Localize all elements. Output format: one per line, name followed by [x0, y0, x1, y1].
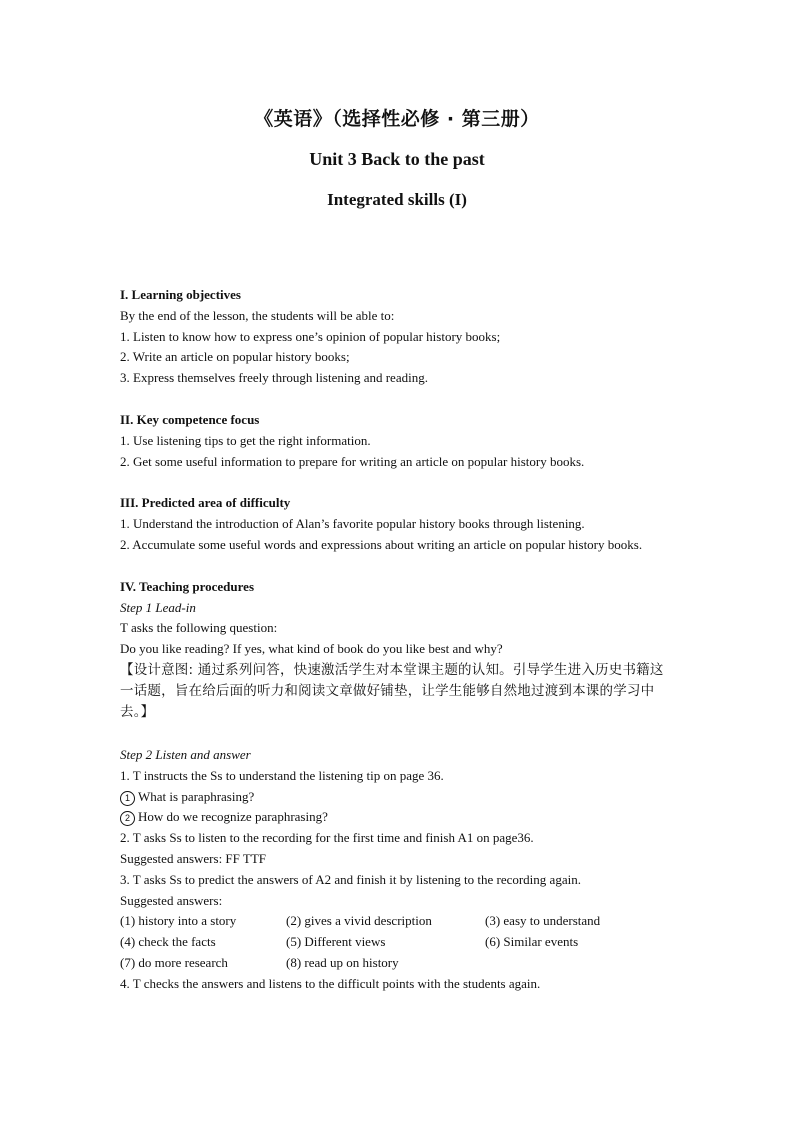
competence-item: 1. Use listening tips to get the right information. [120, 432, 371, 448]
answer-cell: (4) check the facts [120, 934, 216, 950]
section-heading-competence: II. Key competence focus [120, 411, 260, 427]
step-2-item: 1. T instructs the Ss to understand the listening tip on page 36. [120, 767, 444, 783]
difficulty-item: 2. Accumulate some useful words and expressions about writing an article on popular history books. [120, 536, 643, 552]
step-2-question-2 [120, 807, 675, 828]
document-body [120, 285, 675, 995]
section-heading-procedures: IV. Teaching procedures [120, 578, 255, 594]
suggested-answers-label: Suggested answers: [120, 892, 223, 908]
step-1-question: Do you like reading? If yes, what kind of book do you like best and why? [120, 641, 503, 657]
suggested-answers: Suggested answers: FF TTF [120, 850, 267, 866]
difficulty-item: 1. Understand the introduction of Alan’s favorite popular history books through listening. [120, 516, 585, 532]
step-2-question-1 [120, 787, 675, 808]
objective-item: 2. Write an article on popular history books; [120, 349, 350, 365]
answer-cell: (6) Similar events [485, 934, 579, 950]
competence-item: 2. Get some useful information to prepare for writing an article on popular history books. [120, 453, 585, 469]
step-2-item: 3. T asks Ss to predict the answers of A2 and finish it by listening to the recording again. [120, 871, 581, 887]
answer-cell: (2) gives a vivid description [286, 913, 432, 929]
unit-title: Unit 3 Back to the past [309, 149, 485, 169]
step-1-title: Step 1 Lead-in [120, 599, 196, 615]
circled-number-icon: 2 [120, 811, 135, 826]
step-1-line: T asks the following question: [120, 620, 278, 636]
step-2-title: Step 2 Listen and answer [120, 746, 251, 762]
section-heading-objectives: I. Learning objectives [120, 287, 241, 302]
section-heading-difficulty: III. Predicted area of difficulty [120, 495, 291, 511]
objective-item: 3. Express themselves freely through listening and reading. [120, 370, 428, 386]
circled-number-icon: 1 [120, 791, 135, 806]
answer-cell: (1) history into a story [120, 913, 237, 929]
textbook-title: 《英语》（选择性必修 · 第三册） [254, 108, 540, 130]
answer-cell: (7) do more research [120, 954, 228, 970]
question-text: What is paraphrasing? [138, 788, 255, 804]
lesson-subtitle: Integrated skills (I) [327, 190, 467, 209]
step-2-item: 4. T checks the answers and listens to the difficult points with the students again. [120, 975, 541, 991]
question-text: How do we recognize paraphrasing? [138, 809, 328, 825]
answer-row [120, 911, 675, 932]
answer-cell: (5) Different views [286, 934, 386, 950]
answer-row [120, 953, 675, 974]
answer-cell: (3) easy to understand [485, 913, 601, 929]
objectives-intro: By the end of the lesson, the students will be able to: [120, 307, 395, 323]
answer-row [120, 932, 675, 953]
step-2-item: 2. T asks Ss to listen to the recording for the first time and finish A1 on page36. [120, 830, 534, 846]
design-intent-note: 【设计意图: 通过系列问答，快速激活学生对本堂课主题的认知。引导学生进入历史书籍这一话题，旨在给后面的听力和阅读文章做好铺垫，让学生能够自然地过渡到本课的学习中去。】 [120, 661, 664, 720]
objective-item: 1. Listen to know how to express one’s opinion of popular history books; [120, 328, 501, 344]
answer-cell: (8) read up on history [286, 954, 399, 970]
